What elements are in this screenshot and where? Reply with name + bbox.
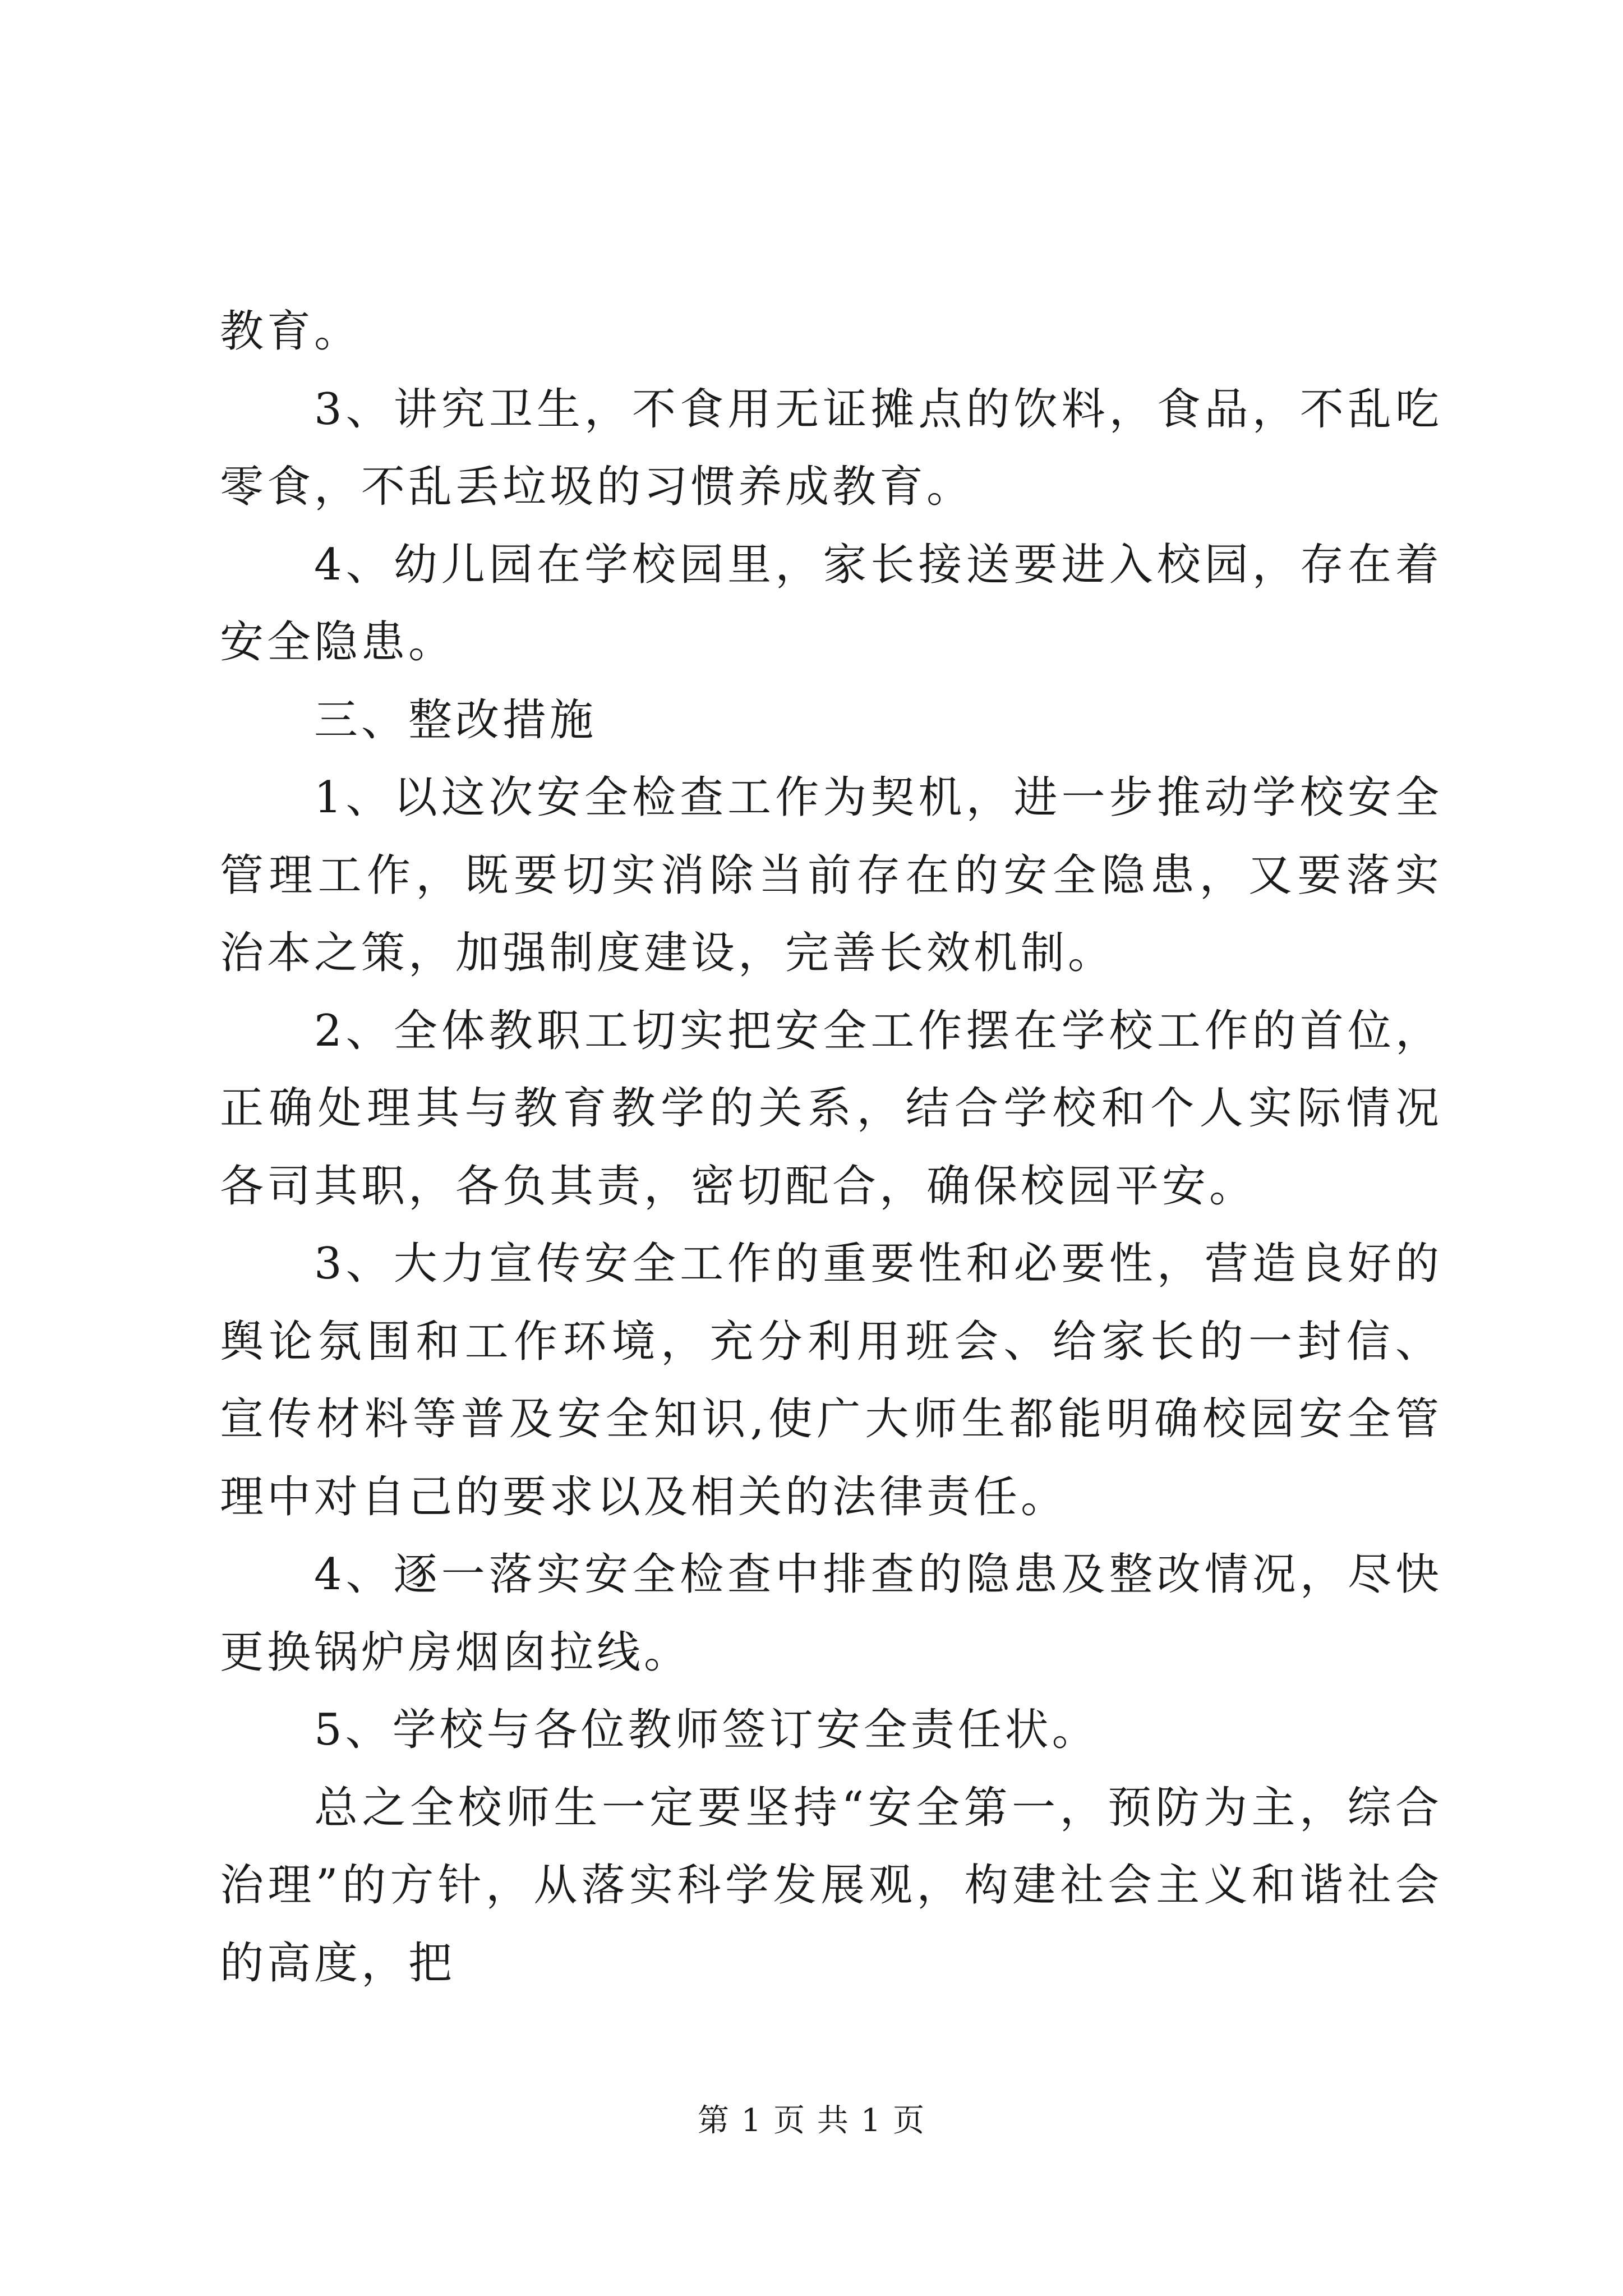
paragraph: 3、大力宣传安全工作的重要性和必要性，营造良好的舆论氛围和工作环境，充分利用班会、给家长的一封信、宣传材料等普及安全知识,使广大师生都能明确校园安全管理中对自己的要求以及相关的法律责任。 [220, 1239, 1442, 1522]
paragraph: 4、逐一落实安全检查中排查的隐患及整改情况，尽快更换锅炉房烟囱拉线。 [220, 1549, 1442, 1678]
paragraph: 4、幼儿园在学校园里，家长接送要进入校园，存在着安全隐患。 [220, 539, 1442, 668]
paragraph: 2、全体教职工切实把安全工作摆在学校工作的首位，正确处理其与教育教学的关系，结合学校和个人实际情况各司其职，各负其责，密切配合，确保校园平安。 [220, 1005, 1442, 1212]
paragraph-continuation: 教育。 [220, 306, 362, 357]
paragraph: 5、学校与各位教师签订安全责任状。 [314, 1705, 1099, 1755]
paragraph: 总之全校师生一定要坚持“安全第一，预防为主，综合治理”的方针，从落实科学发展观，构建社会主义和谐社会的高度，把 [220, 1782, 1442, 1989]
document-body [220, 293, 1442, 2002]
paragraph: 3、讲究卫生，不食用无证摊点的饮料，食品，不乱吃零食，不乱丢垃圾的习惯养成教育。 [220, 384, 1442, 512]
page-number-footer: 第 1 页 共 1 页 [697, 2102, 926, 2139]
paragraph: 1、以这次安全检查工作为契机，进一步推动学校安全管理工作，既要切实消除当前存在的安全隐患，又要落实治本之策，加强制度建设，完善长效机制。 [220, 772, 1442, 978]
section-heading: 三、整改措施 [314, 694, 597, 746]
